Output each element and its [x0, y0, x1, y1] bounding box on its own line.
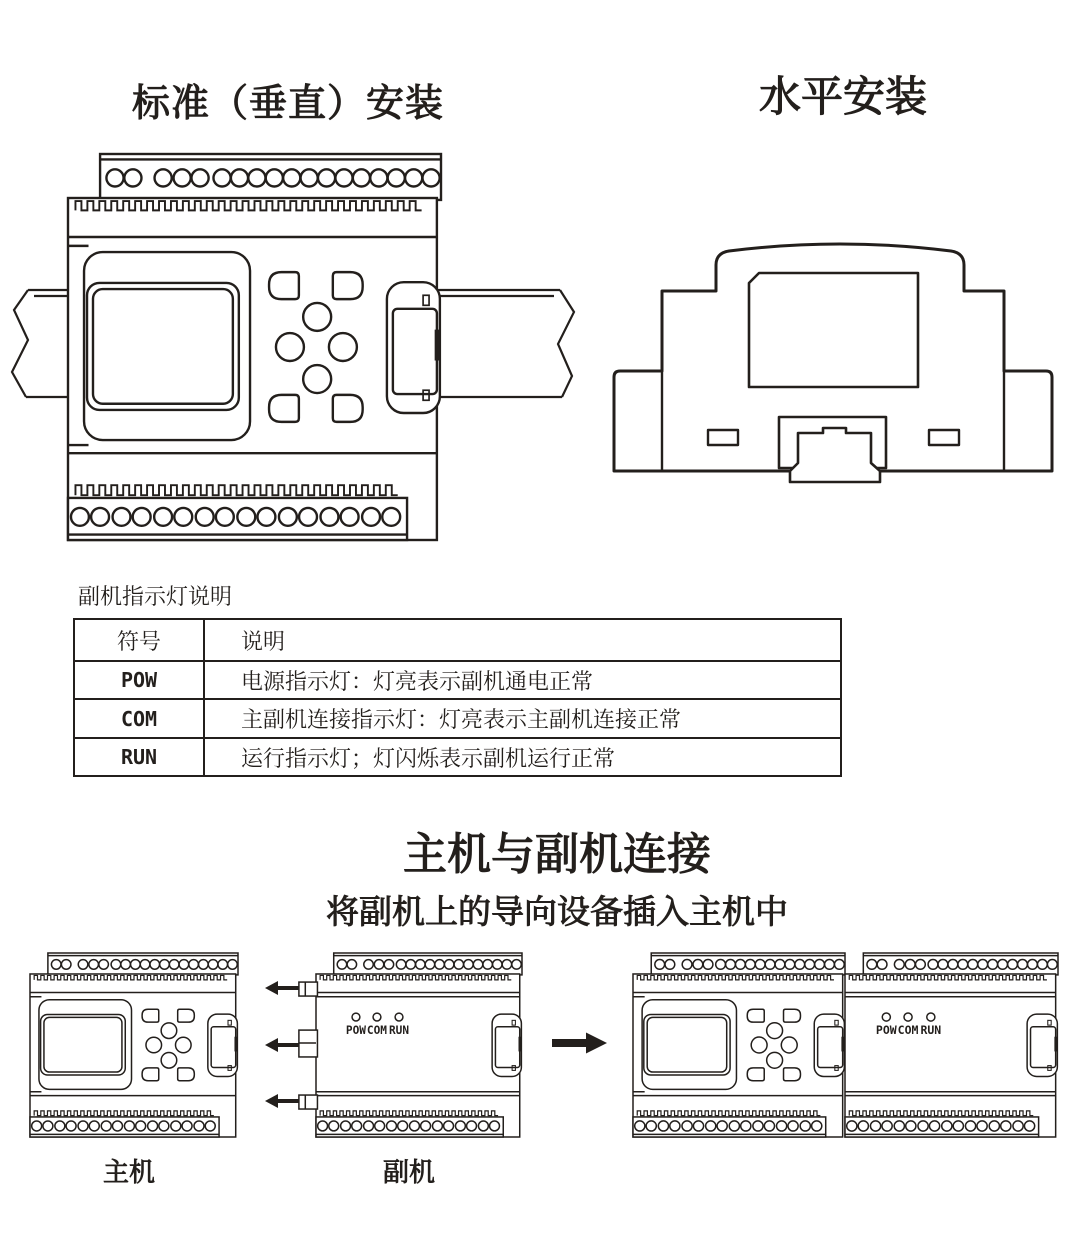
vertical-install-figure — [0, 140, 600, 560]
table-header-row — [75, 620, 840, 660]
led-label: COM — [366, 1023, 388, 1037]
led-label: RUN — [388, 1023, 410, 1037]
slave-module — [299, 953, 522, 1137]
indicator-table — [73, 618, 842, 777]
table-row-com — [75, 698, 840, 737]
left-arrow — [265, 981, 299, 995]
master-device-label: 主机 — [103, 1158, 156, 1188]
slave-module-joined — [845, 953, 1058, 1137]
description-run: 运行指示灯；灯闪烁表示副机运行正常 — [241, 745, 616, 771]
col-header-symbol: 符号 — [75, 620, 205, 660]
rail-clip-latch — [790, 428, 880, 482]
master-module-joined — [633, 953, 845, 1137]
horizontal-install-figure — [600, 220, 1080, 500]
col-header-description: 说明 — [241, 628, 286, 654]
indicator-table-heading: 副机指示灯说明 — [78, 584, 233, 609]
connection-heading: 主机与副机连接 — [403, 830, 711, 879]
symbol-com: COM — [75, 700, 205, 737]
description-com: 主副机连接指示灯：灯亮表示主副机连接正常 — [241, 707, 682, 732]
slave-device-label: 副机 — [383, 1158, 436, 1188]
guide-tab — [299, 982, 318, 996]
led-label: RUN — [920, 1022, 942, 1037]
horizontal-install-title: 水平安装 — [758, 72, 927, 121]
left-arrow — [265, 1094, 299, 1108]
master-module — [30, 953, 238, 1137]
description-pow: 电源指示灯：灯亮表示副机通电正常 — [241, 668, 594, 694]
table-row-pow — [75, 660, 840, 698]
left-arrow — [265, 1038, 299, 1052]
foot-right — [929, 430, 959, 445]
guide-tab — [299, 1095, 318, 1109]
vertical-install-title: 标准（垂直）安装 — [131, 80, 444, 125]
module-body-rect — [749, 273, 918, 387]
connection-figure — [0, 938, 1080, 1153]
master-module-large — [68, 154, 441, 540]
foot-left — [708, 430, 738, 445]
table-row-run — [75, 737, 840, 775]
right-arrow — [552, 1033, 607, 1054]
led-label: POW — [875, 1022, 897, 1037]
symbol-pow: POW — [75, 662, 205, 698]
led-label: POW — [345, 1023, 367, 1037]
connection-subheading: 将副机上的导向设备插入主机中 — [326, 893, 788, 930]
led-label: COM — [897, 1022, 919, 1037]
symbol-run: RUN — [75, 739, 205, 775]
